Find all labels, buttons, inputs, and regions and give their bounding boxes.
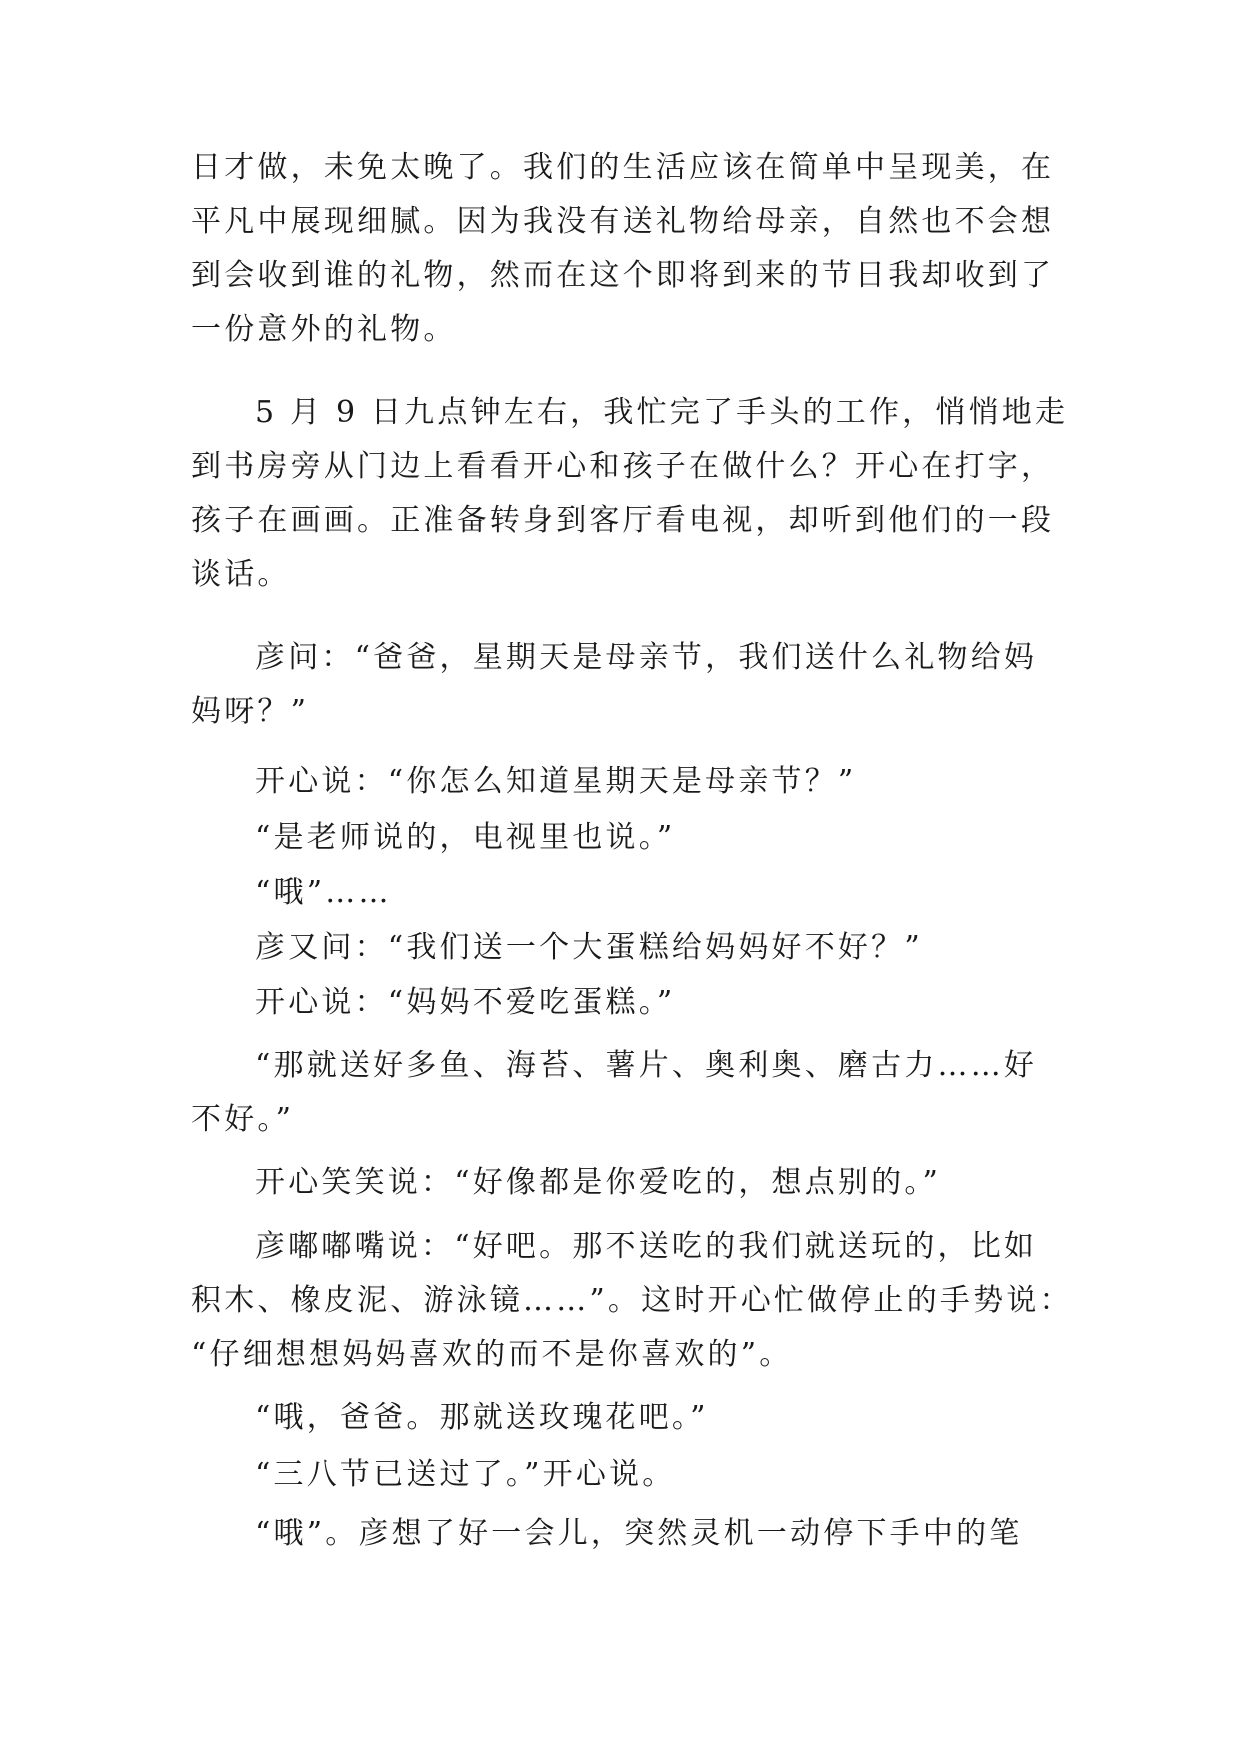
dialogue-line: “仔细想想妈妈喜欢的而不是你喜欢的”。 <box>191 1337 793 1372</box>
paragraph-line: 谈话。 <box>191 557 291 592</box>
paragraph-line: 孩子在画画。正准备转身到客厅看电视，却听到他们的一段 <box>191 503 1055 538</box>
dialogue-line: “哦，爸爸。那就送玫瑰花吧。” <box>255 1400 709 1435</box>
paragraph-line: 5 月 9 日九点钟左右，我忙完了手头的工作，悄悄地走 <box>255 395 1069 430</box>
dialogue-line: 开心说：“妈妈不爱吃蛋糕。” <box>255 985 676 1020</box>
dialogue-line: “哦”。彦想了好一会儿，突然灵机一动停下手中的笔 <box>255 1516 1023 1551</box>
dialogue-line: 彦问：“爸爸，星期天是母亲节，我们送什么礼物给妈 <box>255 640 1038 675</box>
paragraph-line: 一份意外的礼物。 <box>191 312 457 347</box>
paragraph-line: 日才做，未免太晚了。我们的生活应该在简单中呈现美，在 <box>191 150 1055 185</box>
paragraph-line: 到书房旁从门边上看看开心和孩子在做什么？开心在打字， <box>191 449 1055 484</box>
paragraph-line: 到会收到谁的礼物，然而在这个即将到来的节日我却收到了 <box>191 258 1055 293</box>
dialogue-line: 积木、橡皮泥、游泳镜……”。这时开心忙做停止的手势说： <box>191 1283 1073 1318</box>
paragraph-line: 平凡中展现细腻。因为我没有送礼物给母亲，自然也不会想 <box>191 204 1055 239</box>
dialogue-line: “哦”…… <box>255 875 392 910</box>
dialogue-line: 不好。” <box>191 1102 295 1137</box>
dialogue-line: 开心说：“你怎么知道星期天是母亲节？” <box>255 764 857 799</box>
dialogue-line: 开心笑笑说：“好像都是你爱吃的，想点别的。” <box>255 1165 942 1200</box>
dialogue-line: 彦嘟嘟嘴说：“好吧。那不送吃的我们就送玩的，比如 <box>255 1229 1038 1264</box>
dialogue-line: “是老师说的，电视里也说。” <box>255 820 676 855</box>
dialogue-line: “三八节已送过了。”开心说。 <box>255 1457 676 1492</box>
dialogue-line: 彦又问：“我们送一个大蛋糕给妈妈好不好？” <box>255 930 923 965</box>
dialogue-line: 妈呀？” <box>191 694 310 729</box>
dialogue-line: “那就送好多鱼、海苔、薯片、奥利奥、磨古力……好 <box>255 1048 1038 1083</box>
